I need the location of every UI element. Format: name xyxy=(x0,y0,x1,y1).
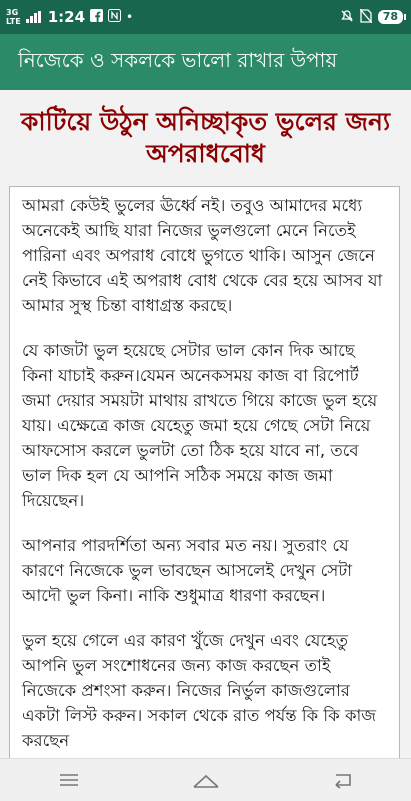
article-heading: কাটিয়ে উঠুন অনিচ্ছাকৃত ভুলের জন্য অপরাধবোধ xyxy=(20,107,391,168)
back-button[interactable] xyxy=(313,765,373,795)
home-button[interactable] xyxy=(176,765,236,795)
system-nav-bar xyxy=(0,758,411,801)
article-paragraph-2: যে কাজটা ভুল হয়েছে সেটার ভাল কোন দিক আছে কিনা যাচাই করুন।যেমন অনেকসময় কাজ বা রিপোর্ট জমা দেয়ার সময়টা মাথায় রাখতে গিয়ে কাজে ভুল হয়ে যায়। এক্ষেত্রে কাজ যেহেতু জমা হয়ে গেছে সেটা নিয়ে আফসোস করলে ভুলটা তো ঠিক হয়ে যাবে না, তবে ভাল দিক হল যে আপনি সঠিক সময়ে কাজ জমা দিয়েছেন। xyxy=(22,341,378,510)
network-label-2: LTE xyxy=(6,17,21,26)
app-bar xyxy=(0,34,411,90)
network-type xyxy=(6,8,21,26)
menu-button[interactable] xyxy=(39,765,99,795)
no-sim-icon xyxy=(360,9,372,26)
clock: 1:24 xyxy=(47,8,86,26)
signal-icon xyxy=(26,11,41,23)
article-paragraph-3: আপনার পারদর্শিতা অন্য সবার মত নয়। সুতরাং যে কারণে নিজেকে ভুল ভাবছেন আসলেই দেখুন সেটা আদৌ ভুল কিনা। নাকি শুধুমাত্র ধারণা করছেন। xyxy=(22,536,353,605)
article-body xyxy=(10,187,399,753)
facebook-icon xyxy=(90,9,103,25)
app-title: নিজেকে ও সকলকে ভালো রাখার উপায় xyxy=(18,47,338,72)
back-icon xyxy=(332,771,354,789)
article-paragraph-4: ভুল হয়ে গেলে এর কারণ খুঁজে দেখুন এবং যেহেতু আপনি ভুল সংশোধনের জন্য কাজ করছেন তাই নিজেকে প্রশংসা করুন। নিজের নির্ভুল কাজগুলোর একটা লিস্ট করুন। সকাল থেকে রাত পর্যন্ত কি কি কাজ করছেন xyxy=(22,631,377,750)
battery-icon: 78 xyxy=(378,10,403,24)
nfc-icon xyxy=(108,9,121,25)
status-bar xyxy=(0,0,411,34)
article-content-box[interactable] xyxy=(9,186,400,758)
article-page[interactable] xyxy=(0,90,411,758)
network-label: 3G xyxy=(6,8,19,17)
more-dots-icon: • xyxy=(126,10,134,24)
menu-icon xyxy=(58,772,80,788)
article-paragraph-1: আমরা কেউই ভুলের ঊর্ধ্বে নই। তবুও আমাদের মধ্যে অনেকেই আছি যারা নিজের ভুলগুলো মেনে নিতেই পারিনা এবং অপরাধ বোধে ভুগতে থাকি। আসুন জেনে নেই কিভাবে এই অপরাধ বোধ থেকে বের হয়ে আসব যা আমার সুস্থ চিন্তা বাধাগ্রস্ত করছে। xyxy=(22,196,383,315)
mute-icon xyxy=(340,9,354,26)
home-icon xyxy=(192,771,220,789)
